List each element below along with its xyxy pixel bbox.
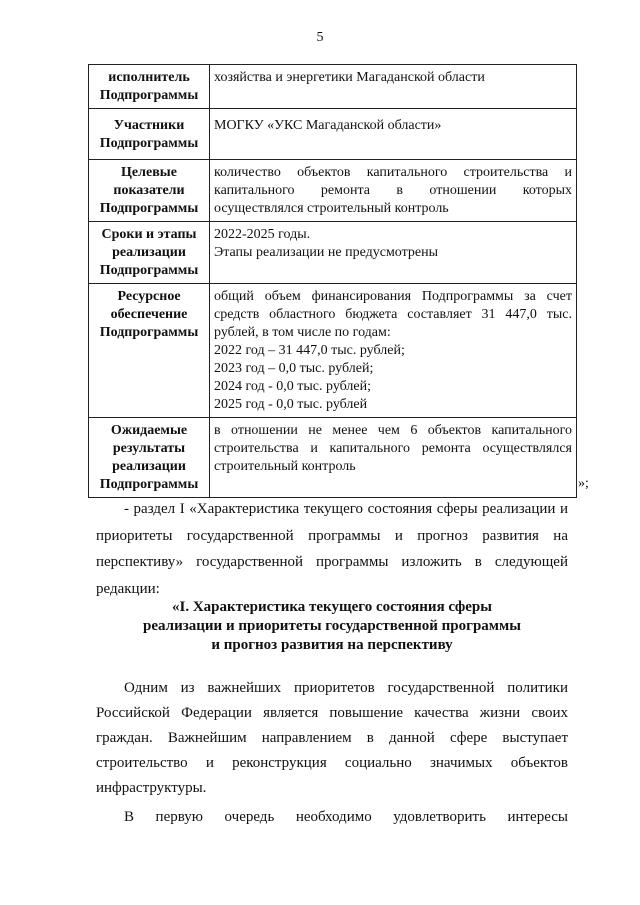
- body-line: граждан. Важнейшим направлением в данной сфере выступает: [96, 730, 568, 746]
- table-row: [89, 222, 577, 284]
- label-line: Подпрограммы: [99, 263, 199, 278]
- label-line: Подпрограммы: [99, 201, 199, 216]
- row-value-executor: [210, 65, 577, 109]
- label-line: Участники: [113, 118, 185, 133]
- value-line: рублей, в том числе по годам:: [214, 325, 391, 340]
- row-value-timeline: [210, 222, 577, 284]
- amendment-paragraph: [96, 496, 568, 602]
- row-label-expected-results: [89, 418, 210, 498]
- value-line: строительный контроль: [214, 459, 356, 474]
- value-line: количество объектов капитального строительства и: [214, 165, 572, 180]
- label-line: Подпрограммы: [99, 325, 199, 340]
- label-line: реализации: [112, 245, 186, 260]
- label-line: результаты: [112, 441, 186, 456]
- body-line: инфраструктуры.: [96, 780, 207, 796]
- value-line: 2025 год - 0,0 тыс. рублей: [214, 397, 368, 412]
- label-line: Подпрограммы: [99, 88, 199, 103]
- section-heading: [96, 598, 568, 655]
- label-line: Сроки и этапы: [101, 227, 197, 242]
- label-line: Ожидаемые: [110, 423, 188, 438]
- value-line: хозяйства и энергетики Магаданской области: [214, 70, 485, 85]
- value-line: Этапы реализации не предусмотрены: [214, 245, 439, 260]
- value-line: 2024 год - 0,0 тыс. рублей;: [214, 379, 372, 394]
- body-line: Российской Федерации является повышение качества жизни своих: [96, 705, 568, 721]
- table-row: [89, 109, 577, 160]
- row-label-executor: [89, 65, 210, 109]
- value-line: в отношении не менее чем 6 объектов капитального: [214, 423, 572, 438]
- label-line: Подпрограммы: [99, 477, 199, 492]
- label-line: Целевые: [121, 165, 177, 180]
- value-line: общий объем финансирования Подпрограммы за счет: [214, 289, 572, 304]
- table-row: [89, 284, 577, 418]
- row-label-timeline: [89, 222, 210, 284]
- heading-line: «I. Характеристика текущего состояния сферы: [172, 599, 492, 615]
- label-line: реализации: [112, 459, 186, 474]
- amendment-line: редакции:: [96, 580, 160, 597]
- value-line: капитального ремонта в отношении которых: [214, 183, 572, 198]
- body-line: В первую очередь необходимо удовлетворить интересы: [124, 809, 568, 825]
- page-number: 5: [316, 30, 324, 45]
- row-value-target-indicators: [210, 160, 577, 222]
- table-row: [89, 160, 577, 222]
- value-line: 2022-2025 годы.: [214, 227, 311, 242]
- row-label-resources: [89, 284, 210, 418]
- row-label-target-indicators: [89, 160, 210, 222]
- section-body: [96, 676, 568, 830]
- row-value-expected-results: [210, 418, 577, 498]
- row-label-participants: [89, 109, 210, 160]
- body-paragraph: [96, 676, 568, 801]
- value-line: 2022 год – 31 447,0 тыс. рублей;: [214, 343, 405, 358]
- label-line: исполнитель: [108, 70, 190, 85]
- row-value-participants: [210, 109, 577, 160]
- label-line: обеспечение: [110, 307, 188, 322]
- label-line: Подпрограммы: [99, 136, 199, 151]
- table-row: [89, 65, 577, 109]
- heading-line: и прогноз развития на перспективу: [211, 637, 453, 653]
- table-row: [89, 418, 577, 498]
- body-paragraph: [96, 805, 568, 830]
- heading-line: реализации и приоритеты государственной программы: [143, 618, 521, 634]
- amendment-line: - раздел I «Характеристика текущего состояния сферы реализации и: [124, 501, 568, 517]
- subprogram-passport-table: [88, 64, 577, 498]
- body-line: строительство и реконструкция социально значимых объектов: [96, 755, 568, 771]
- amendment-line: приоритеты государственной программы и прогноз развития на: [96, 527, 568, 544]
- table-closing-quote: »;: [578, 476, 589, 491]
- amendment-line: перспективу» государственной программы изложить в следующей: [96, 554, 568, 570]
- value-line: осуществлялся строительный контроль: [214, 201, 449, 216]
- label-line: Ресурсное: [117, 289, 181, 304]
- value-line: средств областного бюджета составляет 31 447,0 тыс.: [214, 307, 572, 322]
- value-line: 2023 год – 0,0 тыс. рублей;: [214, 361, 374, 376]
- row-value-resources: [210, 284, 577, 418]
- label-line: показатели: [113, 183, 185, 198]
- value-line: строительства и капитального ремонта осуществлялся: [214, 441, 572, 456]
- value-line: МОГКУ «УКС Магаданской области»: [214, 118, 442, 133]
- body-line: Одним из важнейших приоритетов государственной политики: [124, 680, 568, 696]
